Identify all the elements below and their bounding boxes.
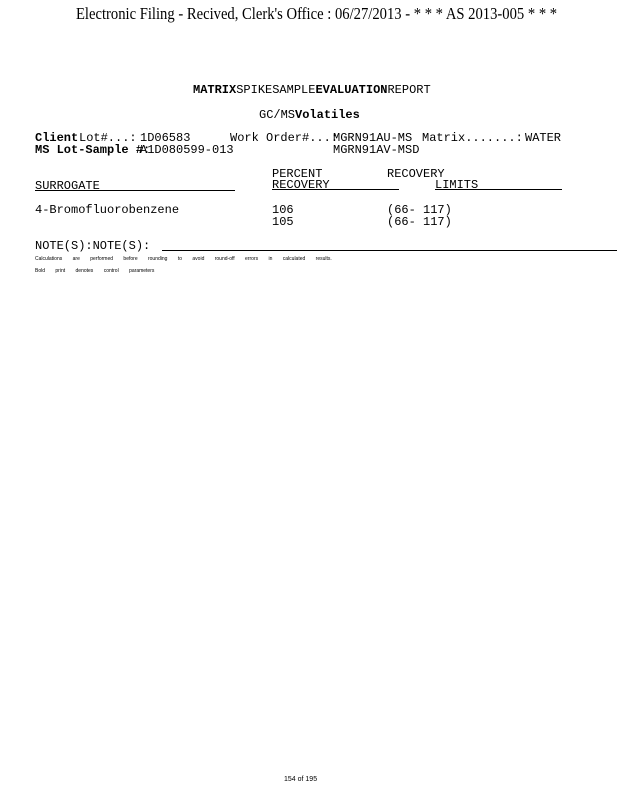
subtitle-prefix: GC/MS — [259, 108, 296, 122]
notes-label — [35, 240, 150, 252]
title-word-matrix: MATRIX — [193, 83, 237, 97]
work-order-value-msd: MGRN91AV-MSD — [333, 143, 420, 157]
title-word-spike: SPIKE — [236, 83, 273, 97]
report-title — [193, 84, 431, 96]
col-surrogate: SURROGATE — [35, 179, 100, 193]
table-row-recovery: 105 — [272, 215, 294, 229]
table-row-surrogate: 4-Bromofluorobenzene — [35, 203, 180, 217]
report-subtitle — [259, 109, 360, 121]
filing-stamp: Electronic Filing - Recived, Clerk's Office : 06/27/2013 - * * * AS 2013-005 * * * — [76, 4, 558, 23]
table-row-recovery: 106 — [272, 203, 294, 217]
note-line: Calculations are performed before rounding to avoid round-off errors in calculated results. — [35, 256, 332, 262]
title-word-sample: SAMPLE — [272, 83, 316, 97]
table-row-limits: (66- 117) — [387, 203, 452, 217]
notes-label-text: NOTE(S): — [35, 239, 93, 253]
notes-label-text: NOTE(S): — [92, 239, 151, 253]
surrogate-underline — [35, 190, 235, 191]
work-order-label: Work Order#...: — [230, 131, 339, 145]
lot-value: 1D06583 — [140, 131, 191, 145]
title-word-evaluation: EVALUATION — [315, 83, 388, 97]
work-order-value-ms: MGRN91AU-MS — [333, 131, 413, 145]
title-word-report: REPORT — [387, 83, 431, 97]
recovery-underline — [272, 189, 399, 190]
subtitle-main: Volatiles — [295, 108, 360, 122]
client-label: Client — [35, 131, 79, 145]
table-row-limits: (66- 117) — [387, 215, 452, 229]
limits-underline — [435, 189, 562, 190]
notes-underline — [162, 250, 617, 251]
page-number: 154 of 195 — [284, 776, 318, 783]
lot-label: Lot#...: — [79, 131, 137, 145]
col-limits-top: RECOVERY — [387, 167, 445, 181]
note-line: Bold print denotes control parameters — [35, 268, 155, 274]
matrix-value: WATER — [525, 131, 562, 145]
ms-lot-label: MS Lot-Sample #: — [35, 143, 151, 157]
col-percent-bottom: RECOVERY — [272, 178, 330, 192]
col-limits-bottom: LIMITS — [435, 178, 479, 192]
ms-lot-value: A1D080599-013 — [140, 143, 234, 157]
matrix-label: Matrix.......: — [422, 131, 523, 145]
col-percent-top: PERCENT — [272, 167, 323, 181]
